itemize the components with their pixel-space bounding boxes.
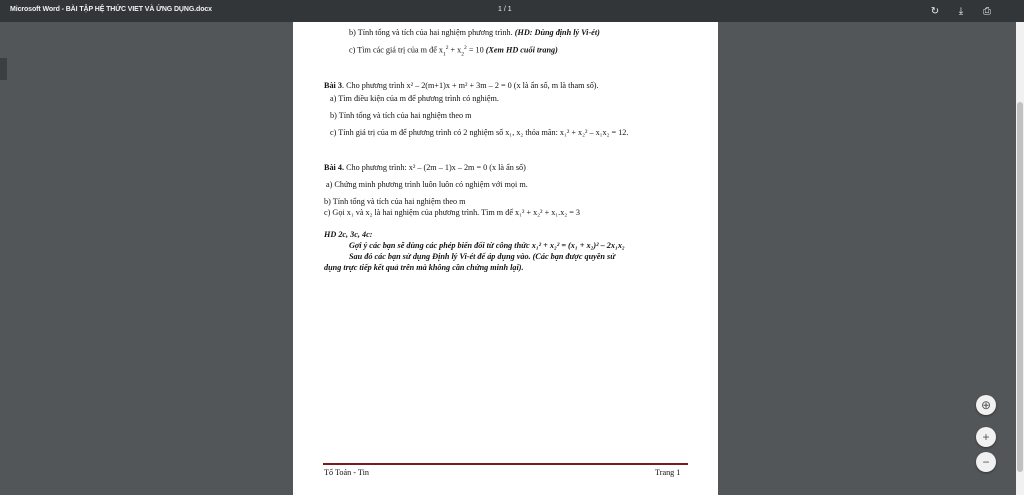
exercise-2c-mid: + x — [448, 45, 462, 55]
fit-page-button[interactable]: ⊕ — [976, 395, 996, 415]
zoom-in-button[interactable]: + — [976, 427, 996, 447]
footer-divider — [323, 463, 688, 465]
exercise-2c-pre: c) Tìm các giá trị của m để x — [349, 45, 443, 55]
hint-line-3: dụng trực tiếp kết quả trên mà không cần chứng minh lại). — [324, 263, 524, 272]
viewer-toolbar — [0, 0, 1024, 22]
exercise-2c: c) Tìm các giá trị của m để $x_1^2 + x_2^2 = 10$ (Xem HD cuối trang) — [349, 45, 558, 58]
hint-title: HD 2c, 3c, 4c: — [324, 230, 373, 239]
exercise-4-label: Bài 4. — [324, 163, 345, 172]
scrollbar-thumb[interactable] — [1017, 102, 1023, 472]
zoom-out-button[interactable]: − — [976, 452, 996, 472]
rotate-icon[interactable]: ↻ — [930, 5, 940, 17]
footer-left: Tổ Toán - Tin — [324, 468, 369, 477]
exercise-3a: a) Tìm điều kiện của m để phương trình có nghiệm. — [330, 94, 499, 103]
exercise-4-heading — [324, 163, 526, 172]
scrollbar[interactable] — [1016, 22, 1024, 495]
exercise-3c: c) Tính giá trị của m để phương trình có 2 nghiệm số x₁, x₂ thỏa mãn: x₁² + x₂² – x₁x₂ = 12. — [330, 128, 629, 137]
exercise-4a: a) Chứng minh phương trình luôn luôn có nghiệm với mọi m. — [326, 180, 528, 189]
document-title: Microsoft Word - BÀI TẬP HỆ THỨC VIET VÀ ỨNG DỤNG.docx — [10, 6, 212, 13]
footer-page-number: Trang 1 — [655, 468, 681, 477]
exercise-4c: c) Gọi x₁ và x₂ là hai nghiệm của phương trình. Tìm m để x₁² + x₂² + x₁.x₂ = 3 — [324, 208, 580, 217]
exercise-3-heading — [324, 81, 599, 90]
document-page — [293, 22, 718, 495]
print-icon[interactable]: ⎙ — [983, 5, 991, 17]
exercise-4b: b) Tính tổng và tích của hai nghiệm theo m — [324, 197, 466, 206]
exercise-2c-post: = 10 — [466, 45, 484, 55]
page-indicator: 1 / 1 — [498, 6, 512, 13]
download-icon[interactable]: ⤓ — [958, 5, 964, 17]
hint-line-2: Sau đó các bạn sử dụng Định lý Vi-ét để áp dụng vào. (Các bạn được quyền sử — [349, 252, 616, 261]
exercise-2b-text: b) Tính tổng và tích của hai nghiệm phương trình. — [349, 28, 513, 37]
exercise-2b — [349, 28, 600, 37]
exercise-4-text: Cho phương trình: x² – (2m – 1)x – 2m = 0 (x là ẩn số) — [344, 163, 526, 172]
exercise-3-text: . Cho phương trình x² – 2(m+1)x + m² + 3m – 2 = 0 (x là ẩn số, m là tham số). — [341, 81, 599, 90]
hint-line-1: Gợi ý các bạn sẽ dùng các phép biến đổi từ công thức x₁² + x₂² = (x₁ + x₂)² – 2x₁x₂ — [349, 241, 625, 250]
sidebar-toggle[interactable] — [0, 58, 7, 80]
exercise-2c-hint: (Xem HD cuối trang) — [485, 45, 558, 55]
exercise-3b: b) Tính tổng và tích của hai nghiệm theo m — [330, 111, 472, 120]
exercise-3-label: Bài 3 — [324, 81, 342, 90]
exercise-2b-hint: (HD: Dùng định lý Vi-ét) — [514, 28, 600, 37]
